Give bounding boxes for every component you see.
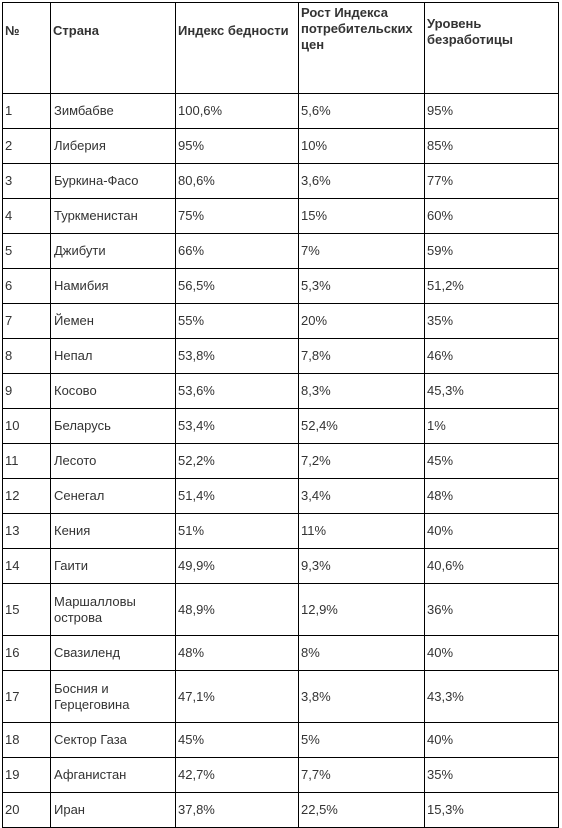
- cell-unemployment: 59%: [425, 234, 559, 269]
- cell-country: Йемен: [51, 304, 176, 339]
- table-row: [3, 339, 559, 374]
- table-row: [3, 94, 559, 129]
- cell-poverty-index: 48,9%: [176, 584, 299, 636]
- cell-country: Туркменистан: [51, 199, 176, 234]
- table-row: [3, 636, 559, 671]
- table-row: [3, 793, 559, 828]
- header-cpi-growth: Рост Индекса потребительских цен: [299, 3, 425, 94]
- cell-poverty-index: 56,5%: [176, 269, 299, 304]
- cell-country: Зимбабве: [51, 94, 176, 129]
- cell-unemployment: 40%: [425, 514, 559, 549]
- cell-poverty-index: 100,6%: [176, 94, 299, 129]
- cell-unemployment: 40%: [425, 636, 559, 671]
- cell-poverty-index: 55%: [176, 304, 299, 339]
- cell-country: Маршалловы острова: [51, 584, 176, 636]
- cell-country: Буркина-Фасо: [51, 164, 176, 199]
- table-row: [3, 129, 559, 164]
- cell-unemployment: 35%: [425, 758, 559, 793]
- table-row: [3, 199, 559, 234]
- table-row: [3, 409, 559, 444]
- cell-number: 2: [3, 129, 51, 164]
- table-row: [3, 549, 559, 584]
- cell-number: 13: [3, 514, 51, 549]
- cell-country: Джибути: [51, 234, 176, 269]
- cell-number: 14: [3, 549, 51, 584]
- cell-poverty-index: 47,1%: [176, 671, 299, 723]
- cell-cpi-growth: 22,5%: [299, 793, 425, 828]
- cell-cpi-growth: 52,4%: [299, 409, 425, 444]
- header-unemployment: Уровень безработицы: [425, 3, 559, 94]
- table-row: [3, 374, 559, 409]
- cell-poverty-index: 51%: [176, 514, 299, 549]
- cell-country: Либерия: [51, 129, 176, 164]
- cell-number: 15: [3, 584, 51, 636]
- cell-cpi-growth: 7,2%: [299, 444, 425, 479]
- cell-number: 6: [3, 269, 51, 304]
- cell-poverty-index: 49,9%: [176, 549, 299, 584]
- cell-number: 8: [3, 339, 51, 374]
- cell-poverty-index: 45%: [176, 723, 299, 758]
- cell-poverty-index: 48%: [176, 636, 299, 671]
- cell-number: 16: [3, 636, 51, 671]
- cell-cpi-growth: 10%: [299, 129, 425, 164]
- cell-number: 1: [3, 94, 51, 129]
- cell-number: 18: [3, 723, 51, 758]
- table-header-row: [3, 3, 559, 94]
- table-row: [3, 164, 559, 199]
- cell-number: 17: [3, 671, 51, 723]
- cell-unemployment: 51,2%: [425, 269, 559, 304]
- cell-cpi-growth: 12,9%: [299, 584, 425, 636]
- table-row: [3, 514, 559, 549]
- cell-country: Непал: [51, 339, 176, 374]
- cell-unemployment: 60%: [425, 199, 559, 234]
- cell-cpi-growth: 5,3%: [299, 269, 425, 304]
- cell-poverty-index: 95%: [176, 129, 299, 164]
- cell-cpi-growth: 7%: [299, 234, 425, 269]
- cell-country: Иран: [51, 793, 176, 828]
- table-row: [3, 671, 559, 723]
- table-row: [3, 304, 559, 339]
- cell-unemployment: 77%: [425, 164, 559, 199]
- cell-poverty-index: 53,4%: [176, 409, 299, 444]
- cell-unemployment: 46%: [425, 339, 559, 374]
- cell-country: Косово: [51, 374, 176, 409]
- poverty-table: [2, 2, 559, 828]
- table-row: [3, 758, 559, 793]
- cell-cpi-growth: 3,6%: [299, 164, 425, 199]
- cell-cpi-growth: 9,3%: [299, 549, 425, 584]
- cell-number: 5: [3, 234, 51, 269]
- cell-cpi-growth: 5%: [299, 723, 425, 758]
- cell-country: Намибия: [51, 269, 176, 304]
- cell-unemployment: 48%: [425, 479, 559, 514]
- cell-number: 20: [3, 793, 51, 828]
- cell-number: 10: [3, 409, 51, 444]
- cell-country: Афганистан: [51, 758, 176, 793]
- cell-cpi-growth: 3,4%: [299, 479, 425, 514]
- cell-cpi-growth: 11%: [299, 514, 425, 549]
- cell-country: Гаити: [51, 549, 176, 584]
- cell-poverty-index: 37,8%: [176, 793, 299, 828]
- cell-unemployment: 36%: [425, 584, 559, 636]
- cell-unemployment: 95%: [425, 94, 559, 129]
- cell-poverty-index: 42,7%: [176, 758, 299, 793]
- cell-number: 12: [3, 479, 51, 514]
- cell-unemployment: 85%: [425, 129, 559, 164]
- cell-country: Босния и Герцеговина: [51, 671, 176, 723]
- cell-unemployment: 1%: [425, 409, 559, 444]
- cell-cpi-growth: 15%: [299, 199, 425, 234]
- cell-number: 7: [3, 304, 51, 339]
- cell-unemployment: 40%: [425, 723, 559, 758]
- table-row: [3, 723, 559, 758]
- cell-poverty-index: 51,4%: [176, 479, 299, 514]
- table-row: [3, 234, 559, 269]
- cell-unemployment: 43,3%: [425, 671, 559, 723]
- cell-number: 9: [3, 374, 51, 409]
- cell-number: 3: [3, 164, 51, 199]
- cell-unemployment: 45,3%: [425, 374, 559, 409]
- cell-cpi-growth: 8%: [299, 636, 425, 671]
- cell-cpi-growth: 7,7%: [299, 758, 425, 793]
- cell-cpi-growth: 20%: [299, 304, 425, 339]
- cell-country: Сектор Газа: [51, 723, 176, 758]
- cell-number: 4: [3, 199, 51, 234]
- table-row: [3, 479, 559, 514]
- cell-cpi-growth: 3,8%: [299, 671, 425, 723]
- cell-poverty-index: 53,8%: [176, 339, 299, 374]
- cell-unemployment: 15,3%: [425, 793, 559, 828]
- cell-unemployment: 35%: [425, 304, 559, 339]
- table-row: [3, 444, 559, 479]
- table-row: [3, 269, 559, 304]
- cell-poverty-index: 53,6%: [176, 374, 299, 409]
- cell-poverty-index: 66%: [176, 234, 299, 269]
- cell-number: 11: [3, 444, 51, 479]
- cell-unemployment: 45%: [425, 444, 559, 479]
- cell-poverty-index: 75%: [176, 199, 299, 234]
- cell-cpi-growth: 7,8%: [299, 339, 425, 374]
- cell-cpi-growth: 8,3%: [299, 374, 425, 409]
- cell-country: Лесото: [51, 444, 176, 479]
- header-number: №: [3, 3, 51, 94]
- cell-country: Беларусь: [51, 409, 176, 444]
- cell-country: Свазиленд: [51, 636, 176, 671]
- cell-country: Сенегал: [51, 479, 176, 514]
- table-body: [3, 94, 559, 828]
- header-country: Страна: [51, 3, 176, 94]
- cell-cpi-growth: 5,6%: [299, 94, 425, 129]
- table-row: [3, 584, 559, 636]
- cell-poverty-index: 52,2%: [176, 444, 299, 479]
- cell-unemployment: 40,6%: [425, 549, 559, 584]
- cell-number: 19: [3, 758, 51, 793]
- cell-poverty-index: 80,6%: [176, 164, 299, 199]
- cell-country: Кения: [51, 514, 176, 549]
- header-poverty-index: Индекс бедности: [176, 3, 299, 94]
